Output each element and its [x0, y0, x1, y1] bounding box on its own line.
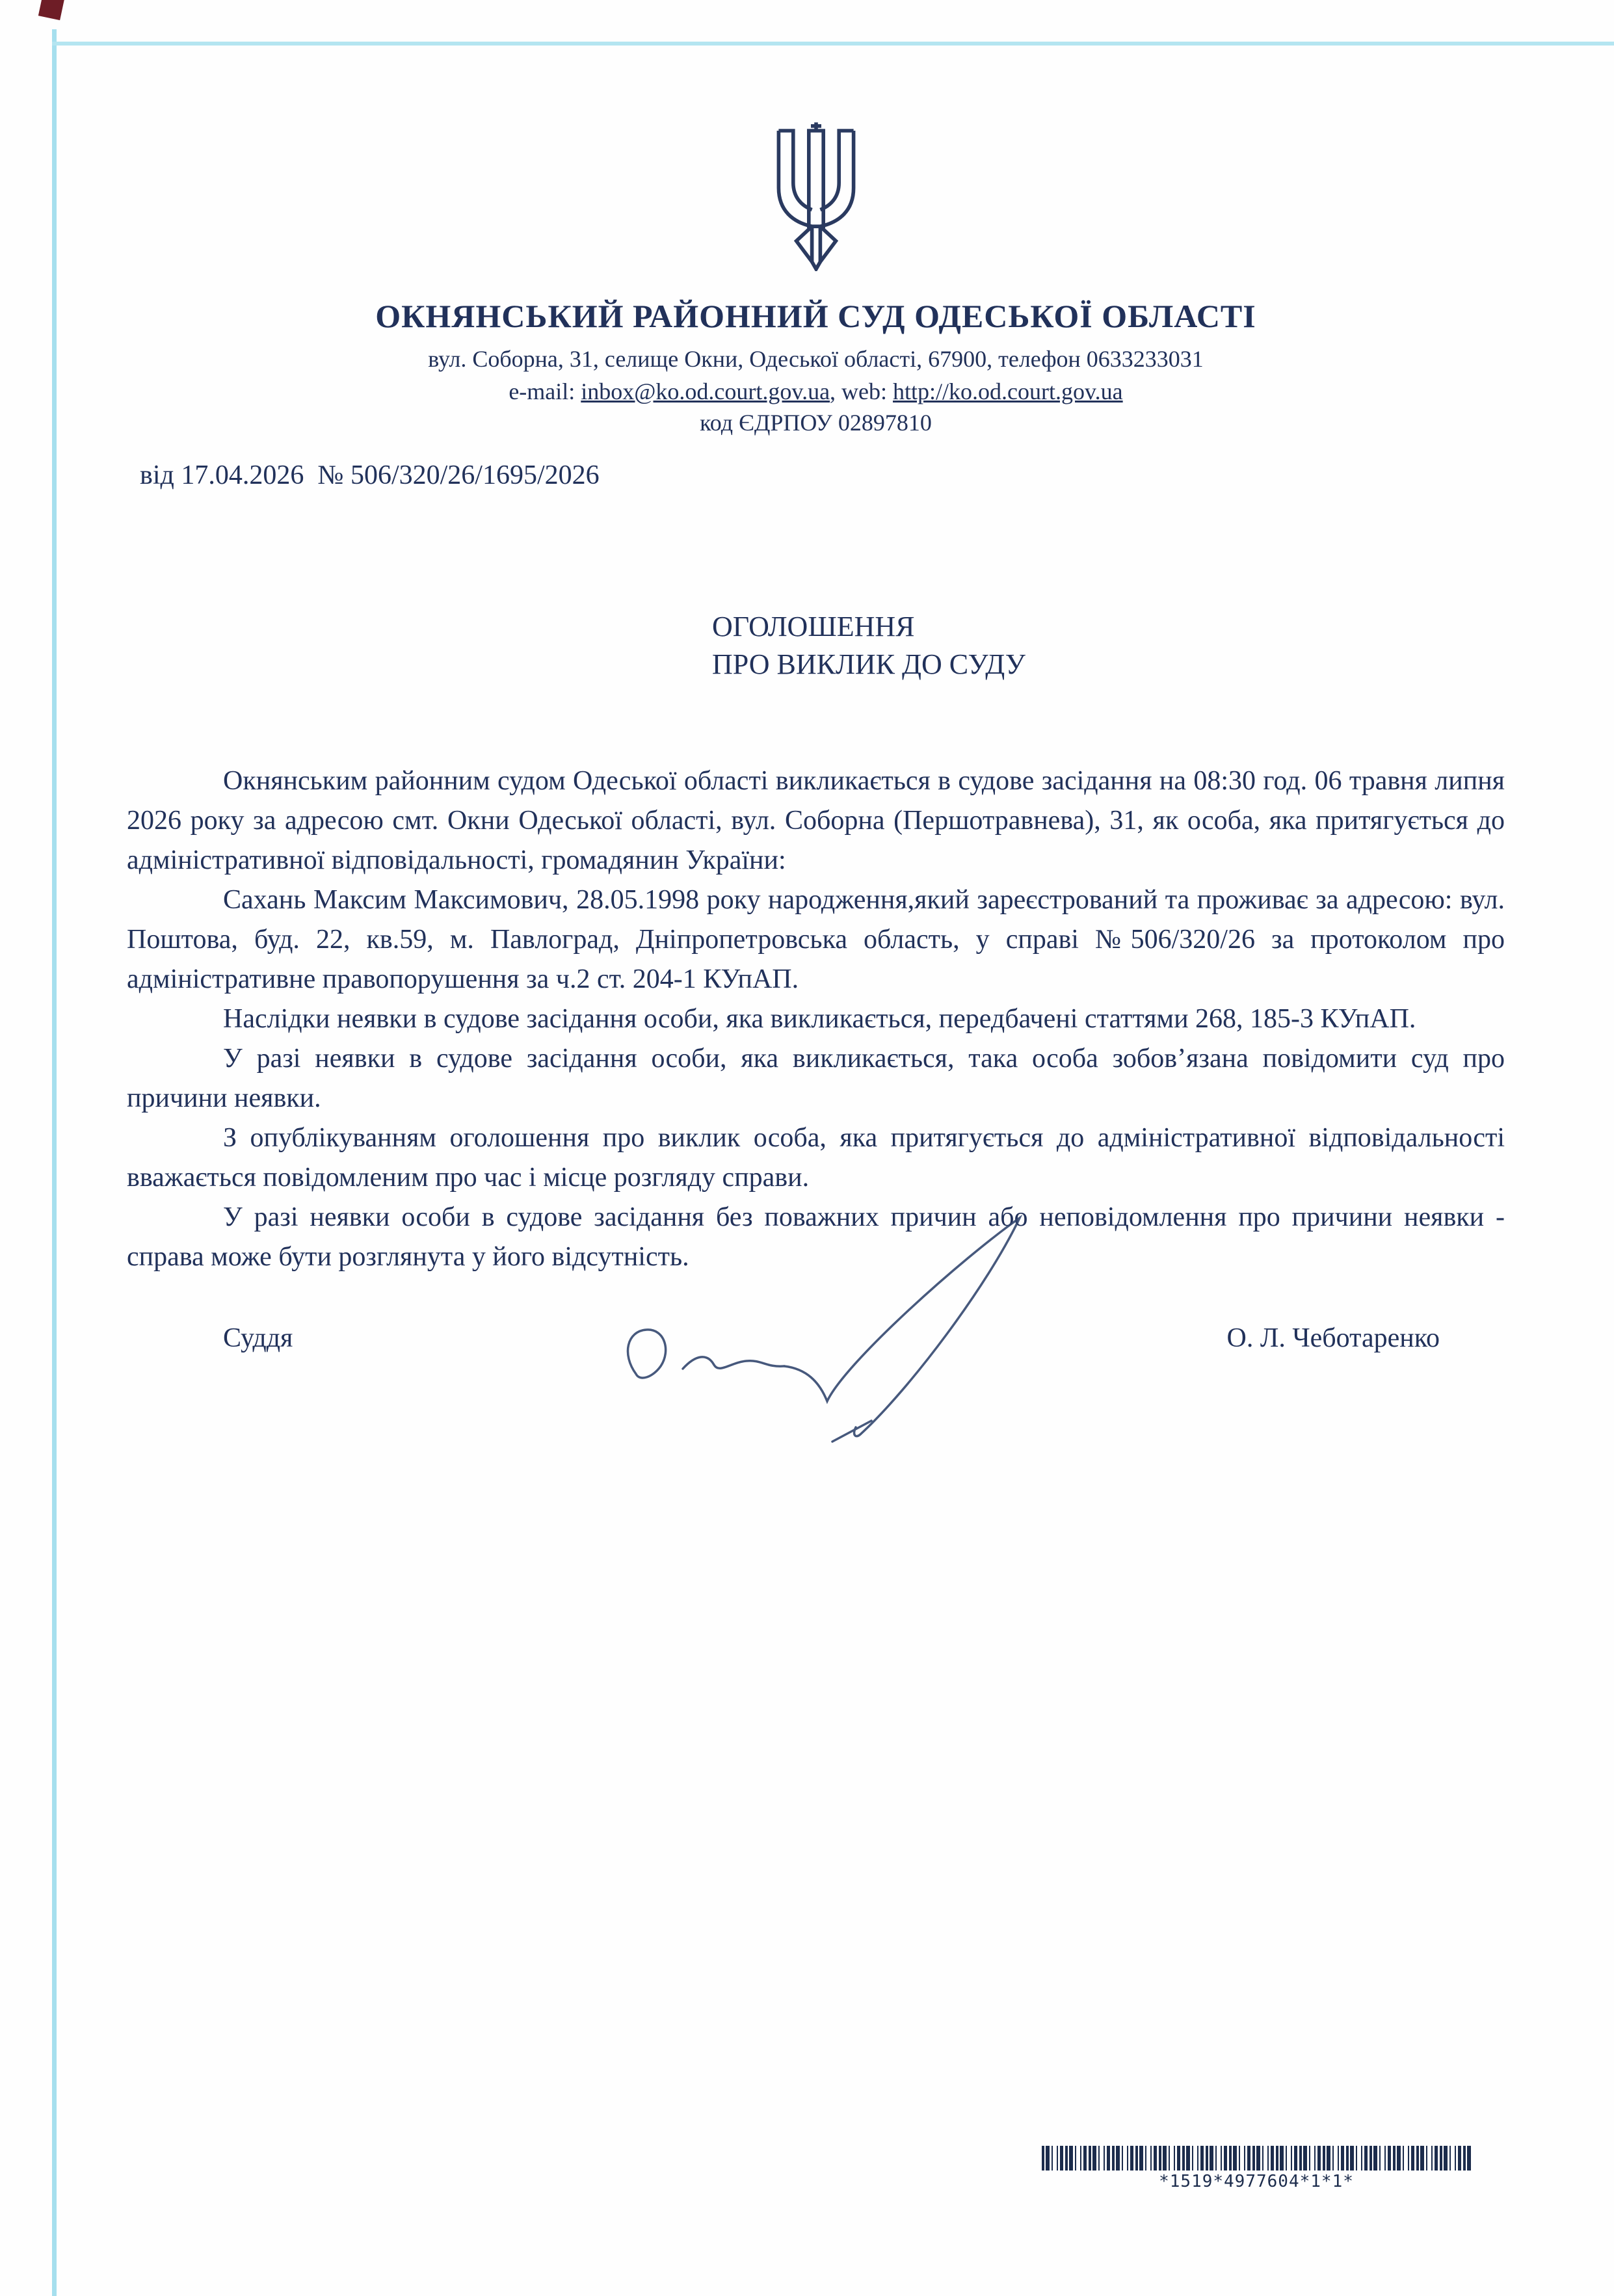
barcode-text: *1519*4977604*1*1* [1159, 2172, 1354, 2191]
court-address-line: вул. Соборна, 31, селище Окни, Одеської області, 67900, телефон 0633233031 [428, 346, 1204, 372]
email-link[interactable]: inbox@ko.od.court.gov.ua [581, 378, 830, 404]
court-name: ОКНЯНСЬКИЙ РАЙОННИЙ СУД ОДЕСЬКОЇ ОБЛАСТІ [375, 298, 1256, 334]
body-paragraph: Наслідки неявки в судове засідання особи, яка викликається, передбачені статтями 268, 185-3 КУпАП. [223, 1004, 1416, 1034]
web-label: , web: [830, 378, 893, 404]
court-contacts-line [127, 378, 1505, 405]
signature-row [127, 1323, 1505, 1354]
body-paragraph: З опублікуванням оголошення про виклик особа, яка притягується до адміністративної відповідальності вважається повідомленим про час і місце розгляду справи. [127, 1123, 1505, 1193]
edrpou-code-line: код ЄДРПОУ 02897810 [700, 410, 932, 436]
document-title [712, 608, 1505, 683]
ukraine-trident-emblem [764, 120, 868, 271]
body-paragraph: У разі неявки в судове засідання особи, яка викликається, така особа зобов’язана повідомити суд про причини неявки. [127, 1044, 1505, 1113]
judge-label: Суддя [223, 1323, 293, 1353]
date-number-line: від 17.04.2026 № 506/320/26/1695/2026 [140, 460, 600, 490]
document-body [127, 761, 1505, 1277]
web-link[interactable]: http://ko.od.court.gov.ua [893, 378, 1123, 404]
barcode [1042, 2146, 1471, 2171]
title-line-1: ОГОЛОШЕННЯ [712, 611, 915, 642]
body-paragraph: Сахань Максим Максимович, 28.05.1998 року народження,який зареєстрований та проживає за адресою: вул. Поштова, буд. 22, кв.59, м. Павлоград, Дніпропетровська область, у справі №506/320/26 за протоколом про адміністративне правопорушення за ч.2 ст. 204-1 КУпАП. [127, 885, 1505, 994]
email-label: e-mail: [509, 378, 581, 404]
body-paragraph: У разі неявки особи в судове засідання без поважних причин або неповідомлення про причини неявки - справа може бути розглянута у його відсутність. [127, 1202, 1505, 1272]
body-paragraph: Окнянським районним судом Одеської області викликається в судове засідання на 08:30 год. 06 травня липня 2026 року за адресою смт. Окни Одеської області, вул. Соборна (Першотравнева), 31, як особа, яка притягується до адміністративної відповідальності, громадянин України: [127, 766, 1505, 875]
judge-name: О. Л. Чеботаренко [1226, 1323, 1440, 1353]
barcode-block [1042, 2146, 1471, 2191]
title-line-2: ПРО ВИКЛИК ДО СУДУ [712, 648, 1025, 680]
